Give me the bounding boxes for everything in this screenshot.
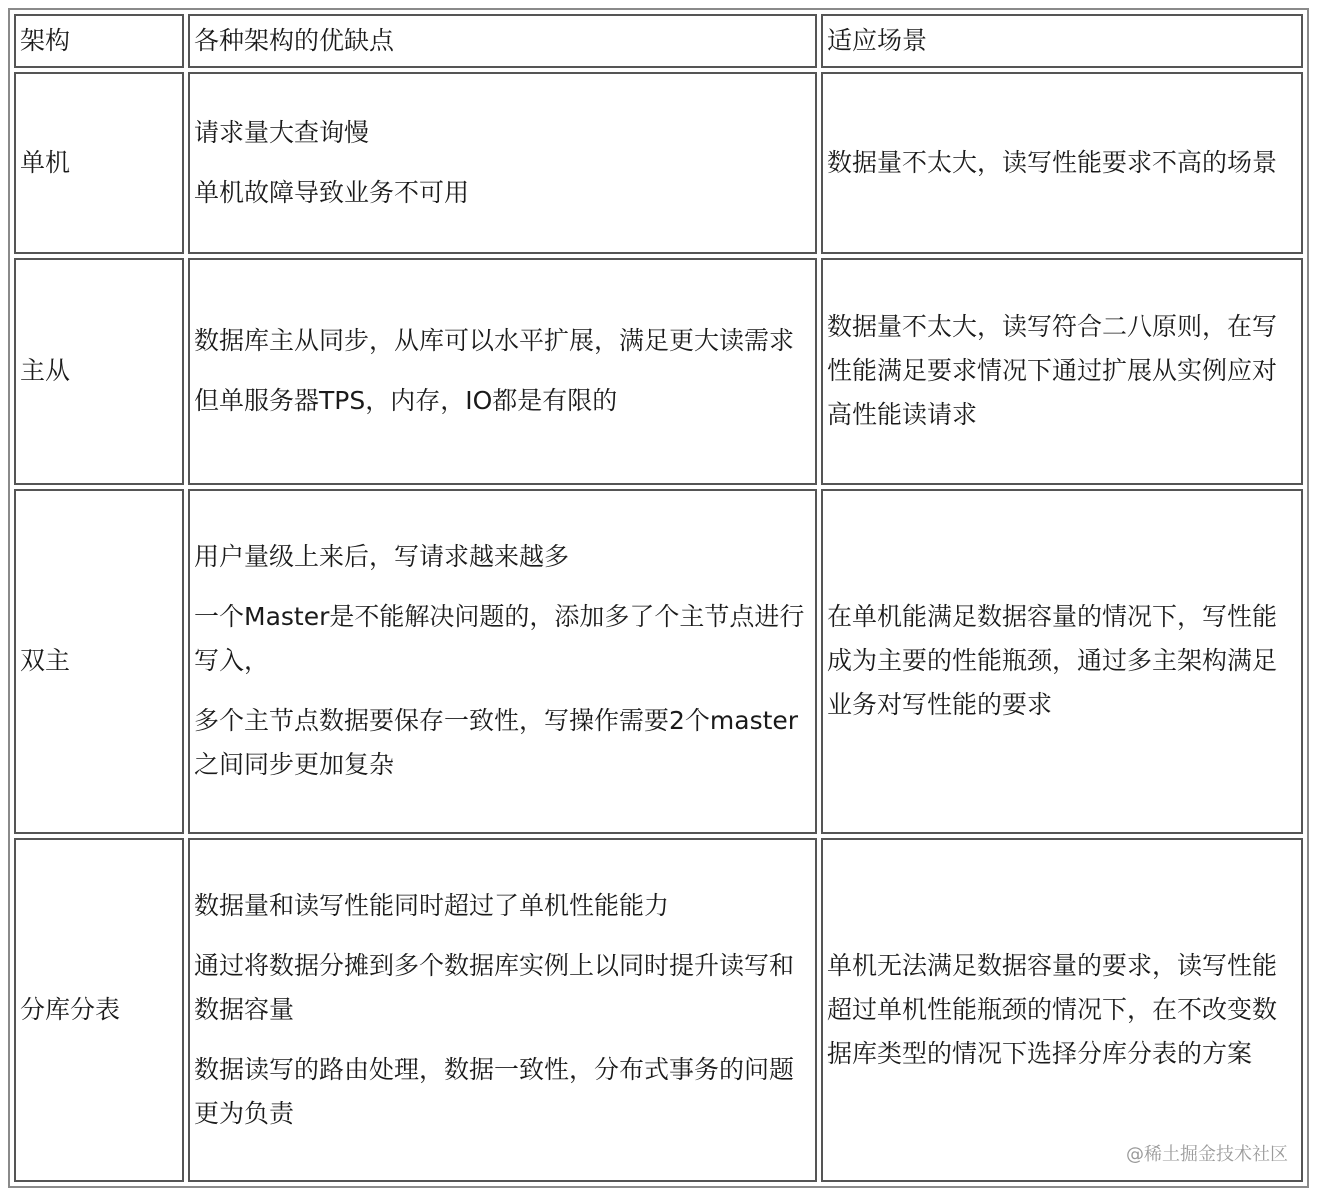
arch-cell: 双主 [14, 489, 184, 833]
table-row [14, 258, 1303, 486]
pros-cons-item: 但单服务器TPS，内存，IO都是有限的 [194, 386, 618, 416]
arch-cell: 单机 [14, 72, 184, 253]
header-pros-cons: 各种架构的优缺点 [188, 14, 817, 68]
arch-cell: 主从 [14, 258, 184, 486]
pros-cons-item: 数据量和读写性能同时超过了单机性能能力 [194, 890, 670, 920]
pros-cons-item: 通过将数据分摊到多个数据库实例上以同时提升读写和数据容量 [194, 950, 795, 1024]
table-row [14, 72, 1303, 253]
scenario-cell: 在单机能满足数据容量的情况下，写性能成为主要的性能瓶颈，通过多主架构满足业务对写性能的要求 [821, 489, 1303, 833]
pros-cons-cell [188, 258, 817, 486]
pros-cons-cell [188, 838, 817, 1182]
scenario-cell: 单机无法满足数据容量的要求，读写性能超过单机性能瓶颈的情况下，在不改变数据库类型的情况下选择分库分表的方案 [821, 838, 1303, 1182]
pros-cons-item: 用户量级上来后，写请求越来越多 [194, 542, 570, 572]
architecture-table [8, 8, 1309, 1188]
pros-cons-cell [188, 72, 817, 253]
table-row [14, 838, 1303, 1182]
header-arch: 架构 [14, 14, 184, 68]
watermark: @稀土掘金技术社区 [1126, 1144, 1288, 1165]
scenario-cell: 数据量不太大，读写符合二八原则，在写性能满足要求情况下通过扩展从实例应对高性能读请求 [821, 258, 1303, 486]
pros-cons-item: 请求量大查询慢 [194, 118, 370, 147]
pros-cons-cell [188, 489, 817, 833]
pros-cons-item: 一个Master是不能解决问题的，添加多了个主节点进行写入， [194, 602, 805, 676]
pros-cons-item: 数据读写的路由处理，数据一致性，分布式事务的问题更为负责 [194, 1054, 795, 1128]
pros-cons-item: 单机故障导致业务不可用 [194, 178, 470, 207]
header-scenario: 适应场景 [821, 14, 1303, 68]
pros-cons-item: 多个主节点数据要保存一致性，写操作需要2个master之间同步更加复杂 [194, 706, 799, 780]
table-row [14, 489, 1303, 833]
table-header-row [14, 14, 1303, 68]
arch-cell: 分库分表 [14, 838, 184, 1182]
scenario-cell: 数据量不太大，读写性能要求不高的场景 [821, 72, 1303, 253]
comparison-table [10, 10, 1307, 1186]
pros-cons-item: 数据库主从同步，从库可以水平扩展，满足更大读需求 [194, 326, 795, 356]
